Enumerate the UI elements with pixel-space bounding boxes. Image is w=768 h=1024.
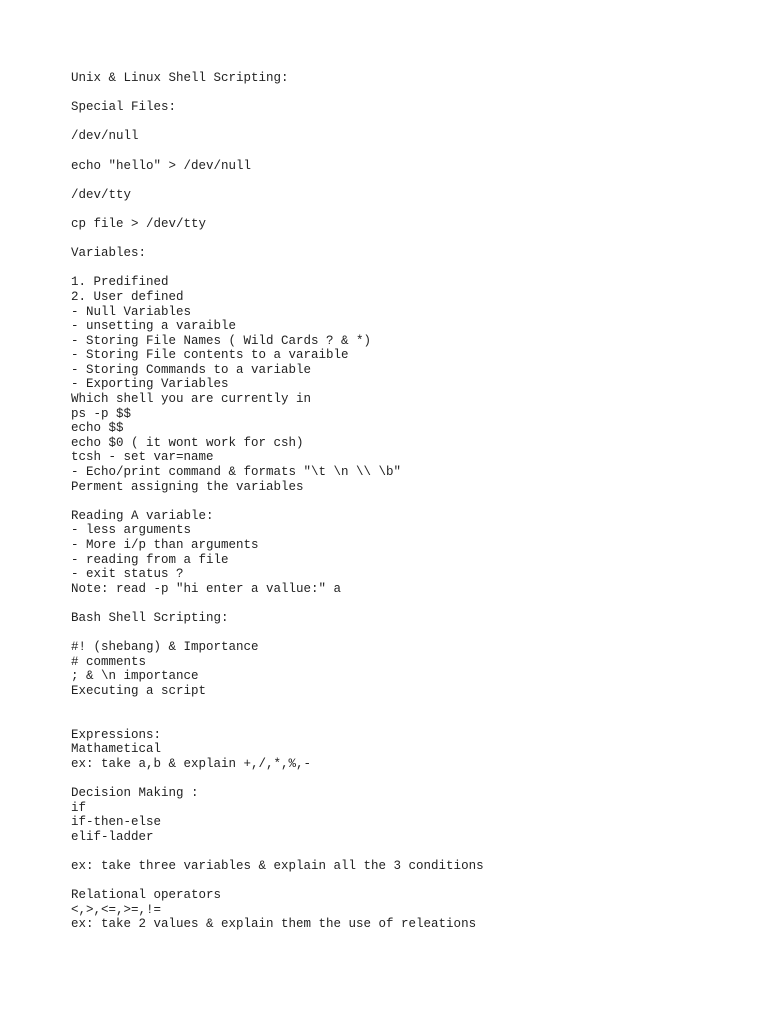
- text-line: [71, 772, 751, 787]
- text-line: if-then-else: [71, 815, 162, 830]
- text-line: echo "hello" > /dev/null: [71, 158, 252, 173]
- text-line: - exit status ?: [71, 567, 184, 582]
- text-line: - Exporting Variables: [71, 377, 229, 392]
- text-line: - Echo/print command & formats "\t \n \\ \b": [71, 465, 402, 480]
- text-line: [71, 173, 751, 188]
- text-line: Reading A variable:: [71, 508, 214, 523]
- text-line: [71, 115, 751, 130]
- text-line: Bash Shell Scripting:: [71, 610, 229, 625]
- text-line: [71, 713, 751, 728]
- text-line: Note: read -p "hi enter a vallue:" a: [71, 581, 342, 596]
- text-line: [71, 261, 751, 276]
- text-line: Decision Making :: [71, 786, 199, 801]
- text-line: - Storing Commands to a variable: [71, 362, 312, 377]
- text-line: [71, 596, 751, 611]
- text-line: ps -p $$: [71, 406, 132, 421]
- text-line: #! (shebang) & Importance: [71, 640, 259, 655]
- text-line: - Storing File contents to a varaible: [71, 348, 349, 363]
- text-line: [71, 232, 751, 247]
- text-line: /dev/null: [71, 129, 139, 144]
- text-line: [71, 494, 751, 509]
- text-line: - unsetting a varaible: [71, 319, 237, 334]
- text-line: # comments: [71, 654, 147, 669]
- text-line: Variables:: [71, 246, 147, 261]
- text-line: echo $0 ( it wont work for csh): [71, 435, 304, 450]
- text-line: - Null Variables: [71, 304, 192, 319]
- text-line: Special Files:: [71, 100, 177, 115]
- text-line: Mathametical: [71, 742, 162, 757]
- text-line: - More i/p than arguments: [71, 538, 259, 552]
- text-line: [71, 202, 751, 217]
- text-line: if: [71, 800, 87, 815]
- text-line: 2. User defined: [71, 289, 184, 304]
- text-line: ex: take 2 values & explain them the use of releations: [71, 917, 477, 932]
- text-line: echo $$: [71, 421, 124, 436]
- text-line: [71, 144, 751, 159]
- text-line: [71, 874, 751, 889]
- text-line: Perment assigning the variables: [71, 479, 304, 494]
- text-line: [71, 844, 751, 859]
- text-line: /dev/tty: [71, 187, 132, 202]
- text-line: Which shell you are currently in: [71, 392, 312, 407]
- text-line: [71, 626, 751, 641]
- document-page: [71, 71, 751, 932]
- text-line: - less arguments: [71, 523, 192, 538]
- text-line: [71, 86, 751, 101]
- text-line: Expressions:: [71, 727, 162, 742]
- text-line: Relational operators: [71, 888, 222, 903]
- text-line: tcsh - set var=name: [71, 450, 214, 465]
- text-line: ex: take three variables & explain all the 3 conditions: [71, 859, 484, 874]
- text-line: elif-ladder: [71, 829, 154, 844]
- text-line: Unix & Linux Shell Scripting:: [71, 71, 289, 85]
- text-line: ; & \n importance: [71, 669, 199, 684]
- text-line: Executing a script: [71, 683, 207, 698]
- text-line: [71, 699, 751, 714]
- text-line: - Storing File Names ( Wild Cards ? & *): [71, 333, 372, 348]
- text-line: - reading from a file: [71, 552, 229, 567]
- text-line: cp file > /dev/tty: [71, 216, 207, 231]
- text-line: 1. Predifined: [71, 275, 169, 290]
- text-line: ex: take a,b & explain +,/,*,%,-: [71, 756, 312, 771]
- text-line: <,>,<=,>=,!=: [71, 902, 162, 917]
